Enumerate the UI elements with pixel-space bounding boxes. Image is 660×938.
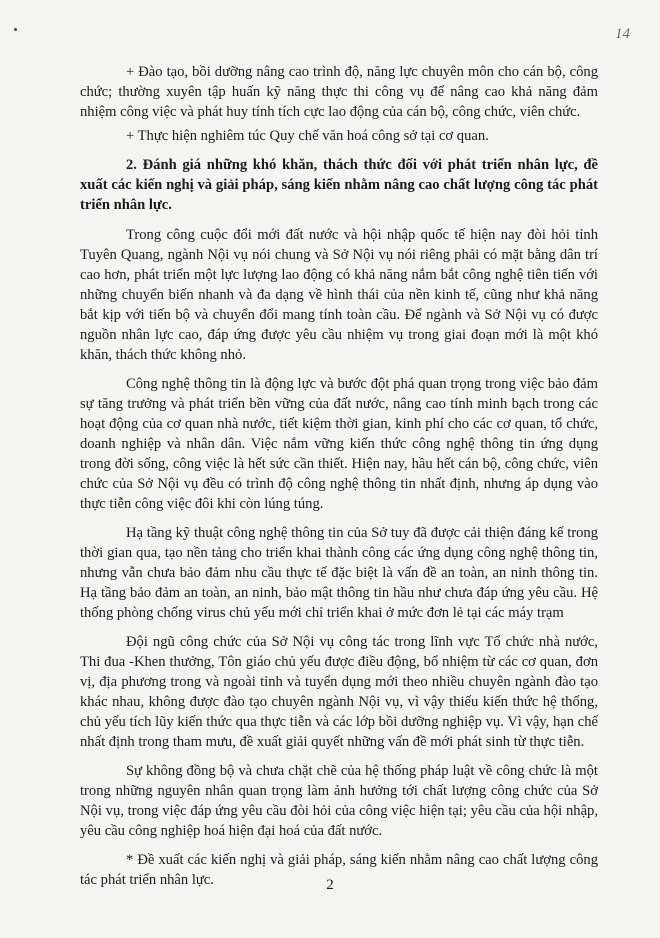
paragraph-it: Công nghệ thông tin là động lực và bước đột phá quan trọng trong việc bảo đảm sự tăng trưởng và phát triển bền vững của đất nước, nâng cao tính minh bạch trong các hoạt động của cơ quan nhà nước, tiết kiệm thời gian, kinh phí cho các cơ quan, tổ chức, doanh nghiệp và nhân dân. Việc nắm vững kiến thức công nghệ thông tin ứng dụng trong đời sống, công việc là hết sức cần thiết. Hiện nay, hầu hết cán bộ, công chức, viên chức của Sở Nội vụ đều có trình độ công nghệ thông tin nhất định, nhưng áp dụng vào thực tiễn công việc đôi khi còn lúng túng. <box>80 376 598 512</box>
paragraph-legal: Sự không đồng bộ và chưa chặt chẽ của hệ thống pháp luật về công chức là một trong những nguyên nhân quan trọng làm ảnh hưởng tới chất lượng công chức của Sở Nội vụ, trong việc đáp ứng yêu cầu đòi hỏi của công việc hiện tại; yêu cầu của hội nhập, yêu cầu công nghiệp hoá hiện đại hoá của đất nước. <box>80 763 598 839</box>
paragraph-training: + Đào tạo, bồi dưỡng nâng cao trình độ, năng lực chuyên môn cho cán bộ, công chức; thường xuyên tập huấn kỹ năng thực thi công vụ để nâng cao khả năng đảm nhiệm công việc và phát huy tính tích cực lao động của cán bộ, công chức, viên chức. <box>80 64 598 120</box>
paragraph-staff: Đội ngũ công chức của Sở Nội vụ công tác trong lĩnh vực Tổ chức nhà nước, Thi đua -Khen thưởng, Tôn giáo chủ yếu được điều động, bổ nhiệm từ các cơ quan, đơn vị, địa phương trong và ngoài tỉnh và tuyển dụng mới theo nhiều chuyên ngành đào tạo khác nhau, không được đào tạo chuyên ngành Nội vụ, vì vậy thiếu kiến thức hệ thống, chủ yếu tích lũy kiến thức qua thực tiễn và các lớp bồi dưỡng nghiệp vụ. Vì vậy, hạn chế nhất định trong tham mưu, đề xuất giải quyết những vấn đề mới phát sinh từ thực tiễn. <box>80 634 598 750</box>
paragraph-proposals: * Đề xuất các kiến nghị và giải pháp, sáng kiến nhằm nâng cao chất lượng công tác phát triển nhân lực. <box>80 852 598 888</box>
document-body <box>80 62 598 894</box>
paragraph-renovation: Trong công cuộc đổi mới đất nước và hội nhập quốc tế hiện nay đòi hỏi tỉnh Tuyên Quang, ngành Nội vụ nói chung và Sở Nội vụ nói riêng phải có mặt bằng dân trí cao hơn, phát triển một lực lượng lao động có khả năng nắm bắt công nghệ tiên tiến với những chuyển biến nhanh và đa dạng về hình thái của nền kinh tế, cũng như khả năng bắt kịp với tiến bộ và chuyển đổi mang tính toàn cầu. Để ngành và Sở Nội vụ có được nguồn nhân lực cao, đáp ứng được yêu cầu nhiệm vụ trong giai đoạn mới là một khó khăn, thách thức không nhỏ. <box>80 227 598 363</box>
page-number: 2 <box>326 877 334 893</box>
section-heading-2: 2. Đánh giá những khó khăn, thách thức đối với phát triển nhân lực, đề xuất các kiến nghị và giải pháp, sáng kiến nhằm nâng cao chất lượng công tác phát triển nhân lực. <box>80 157 598 213</box>
scan-dot <box>14 28 17 31</box>
paragraph-infrastructure: Hạ tầng kỹ thuật công nghệ thông tin của Sở tuy đã được cải thiện đáng kể trong thời gian qua, tạo nền tảng cho triển khai thành công các ứng dụng công nghệ thông tin, nhưng vẫn chưa bảo đảm nhu cầu thực tế đặc biệt là vấn đề an toàn, an ninh thông tin. Hạ tầng bảo đảm an toàn, an ninh, bảo mật thông tin hầu như chưa đáp ứng yêu cầu. Hệ thống phòng chống virus chủ yếu mới chỉ triển khai ở mức đơn lẻ tại các máy trạm <box>80 525 598 621</box>
paragraph-office-culture: + Thực hiện nghiêm túc Quy chế văn hoá công sở tại cơ quan. <box>126 128 489 144</box>
handwritten-page-mark: 14 <box>615 26 630 42</box>
